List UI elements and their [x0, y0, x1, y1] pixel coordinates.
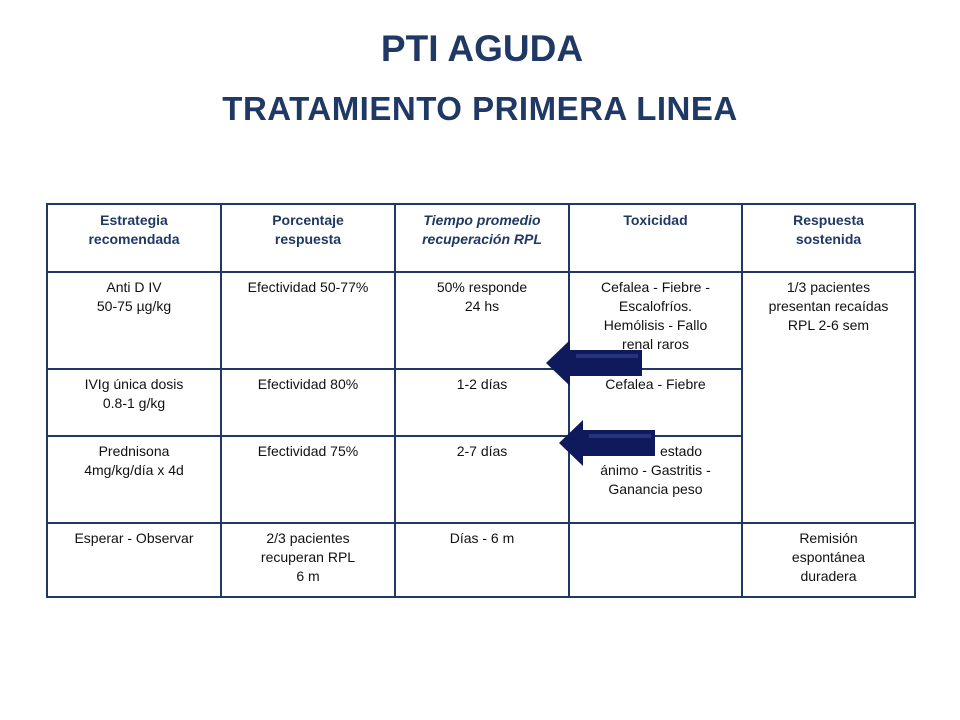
column-header-response: Porcentaje respuesta — [221, 204, 395, 272]
cell-response: 2/3 pacientes recuperan RPL 6 m — [221, 523, 395, 597]
cell-toxicity: Cefalea - Fiebre - Escalofríos. Hemólisis - Fallo renal raros — [569, 272, 742, 369]
cell-strategy: Prednisona 4mg/kg/día x 4d — [47, 436, 221, 523]
left-arrow-icon — [546, 340, 642, 386]
column-header-strategy: Estrategia recomendada — [47, 204, 221, 272]
table-header-row — [47, 204, 915, 272]
cell-response: Efectividad 75% — [221, 436, 395, 523]
column-header-time: Tiempo promedio recuperación RPL — [395, 204, 569, 272]
cell-response: Efectividad 50-77% — [221, 272, 395, 369]
column-header-toxicity: Toxicidad — [569, 204, 742, 272]
page-title: PTI AGUDA — [380, 28, 584, 69]
cell-toxicity: Cefalea - Fiebre — [569, 369, 742, 436]
treatment-table — [46, 203, 916, 598]
table-row — [47, 272, 915, 369]
cell-time: 50% responde 24 hs — [395, 272, 569, 369]
table-row — [47, 523, 915, 597]
cell-strategy: Anti D IV 50-75 µg/kg — [47, 272, 221, 369]
left-arrow-icon — [559, 420, 655, 466]
page-subtitle: TRATAMIENTO PRIMERA LINEA — [222, 90, 738, 127]
cell-toxicity — [569, 523, 742, 597]
cell-response: Efectividad 80% — [221, 369, 395, 436]
cell-strategy: IVIg única dosis 0.8-1 g/kg — [47, 369, 221, 436]
column-header-sustained: Respuesta sostenida — [742, 204, 915, 272]
cell-sustained: Remisión espontánea duradera — [742, 523, 915, 597]
cell-toxicity: estado ánimo - Gastritis - Ganancia peso — [569, 436, 742, 523]
cell-time: 1-2 días — [395, 369, 569, 436]
cell-strategy: Esperar - Observar — [47, 523, 221, 597]
cell-time: 2-7 días — [395, 436, 569, 523]
cell-sustained-shared: 1/3 pacientes presentan recaídas RPL 2-6 sem — [742, 272, 915, 523]
cell-time: Días - 6 m — [395, 523, 569, 597]
